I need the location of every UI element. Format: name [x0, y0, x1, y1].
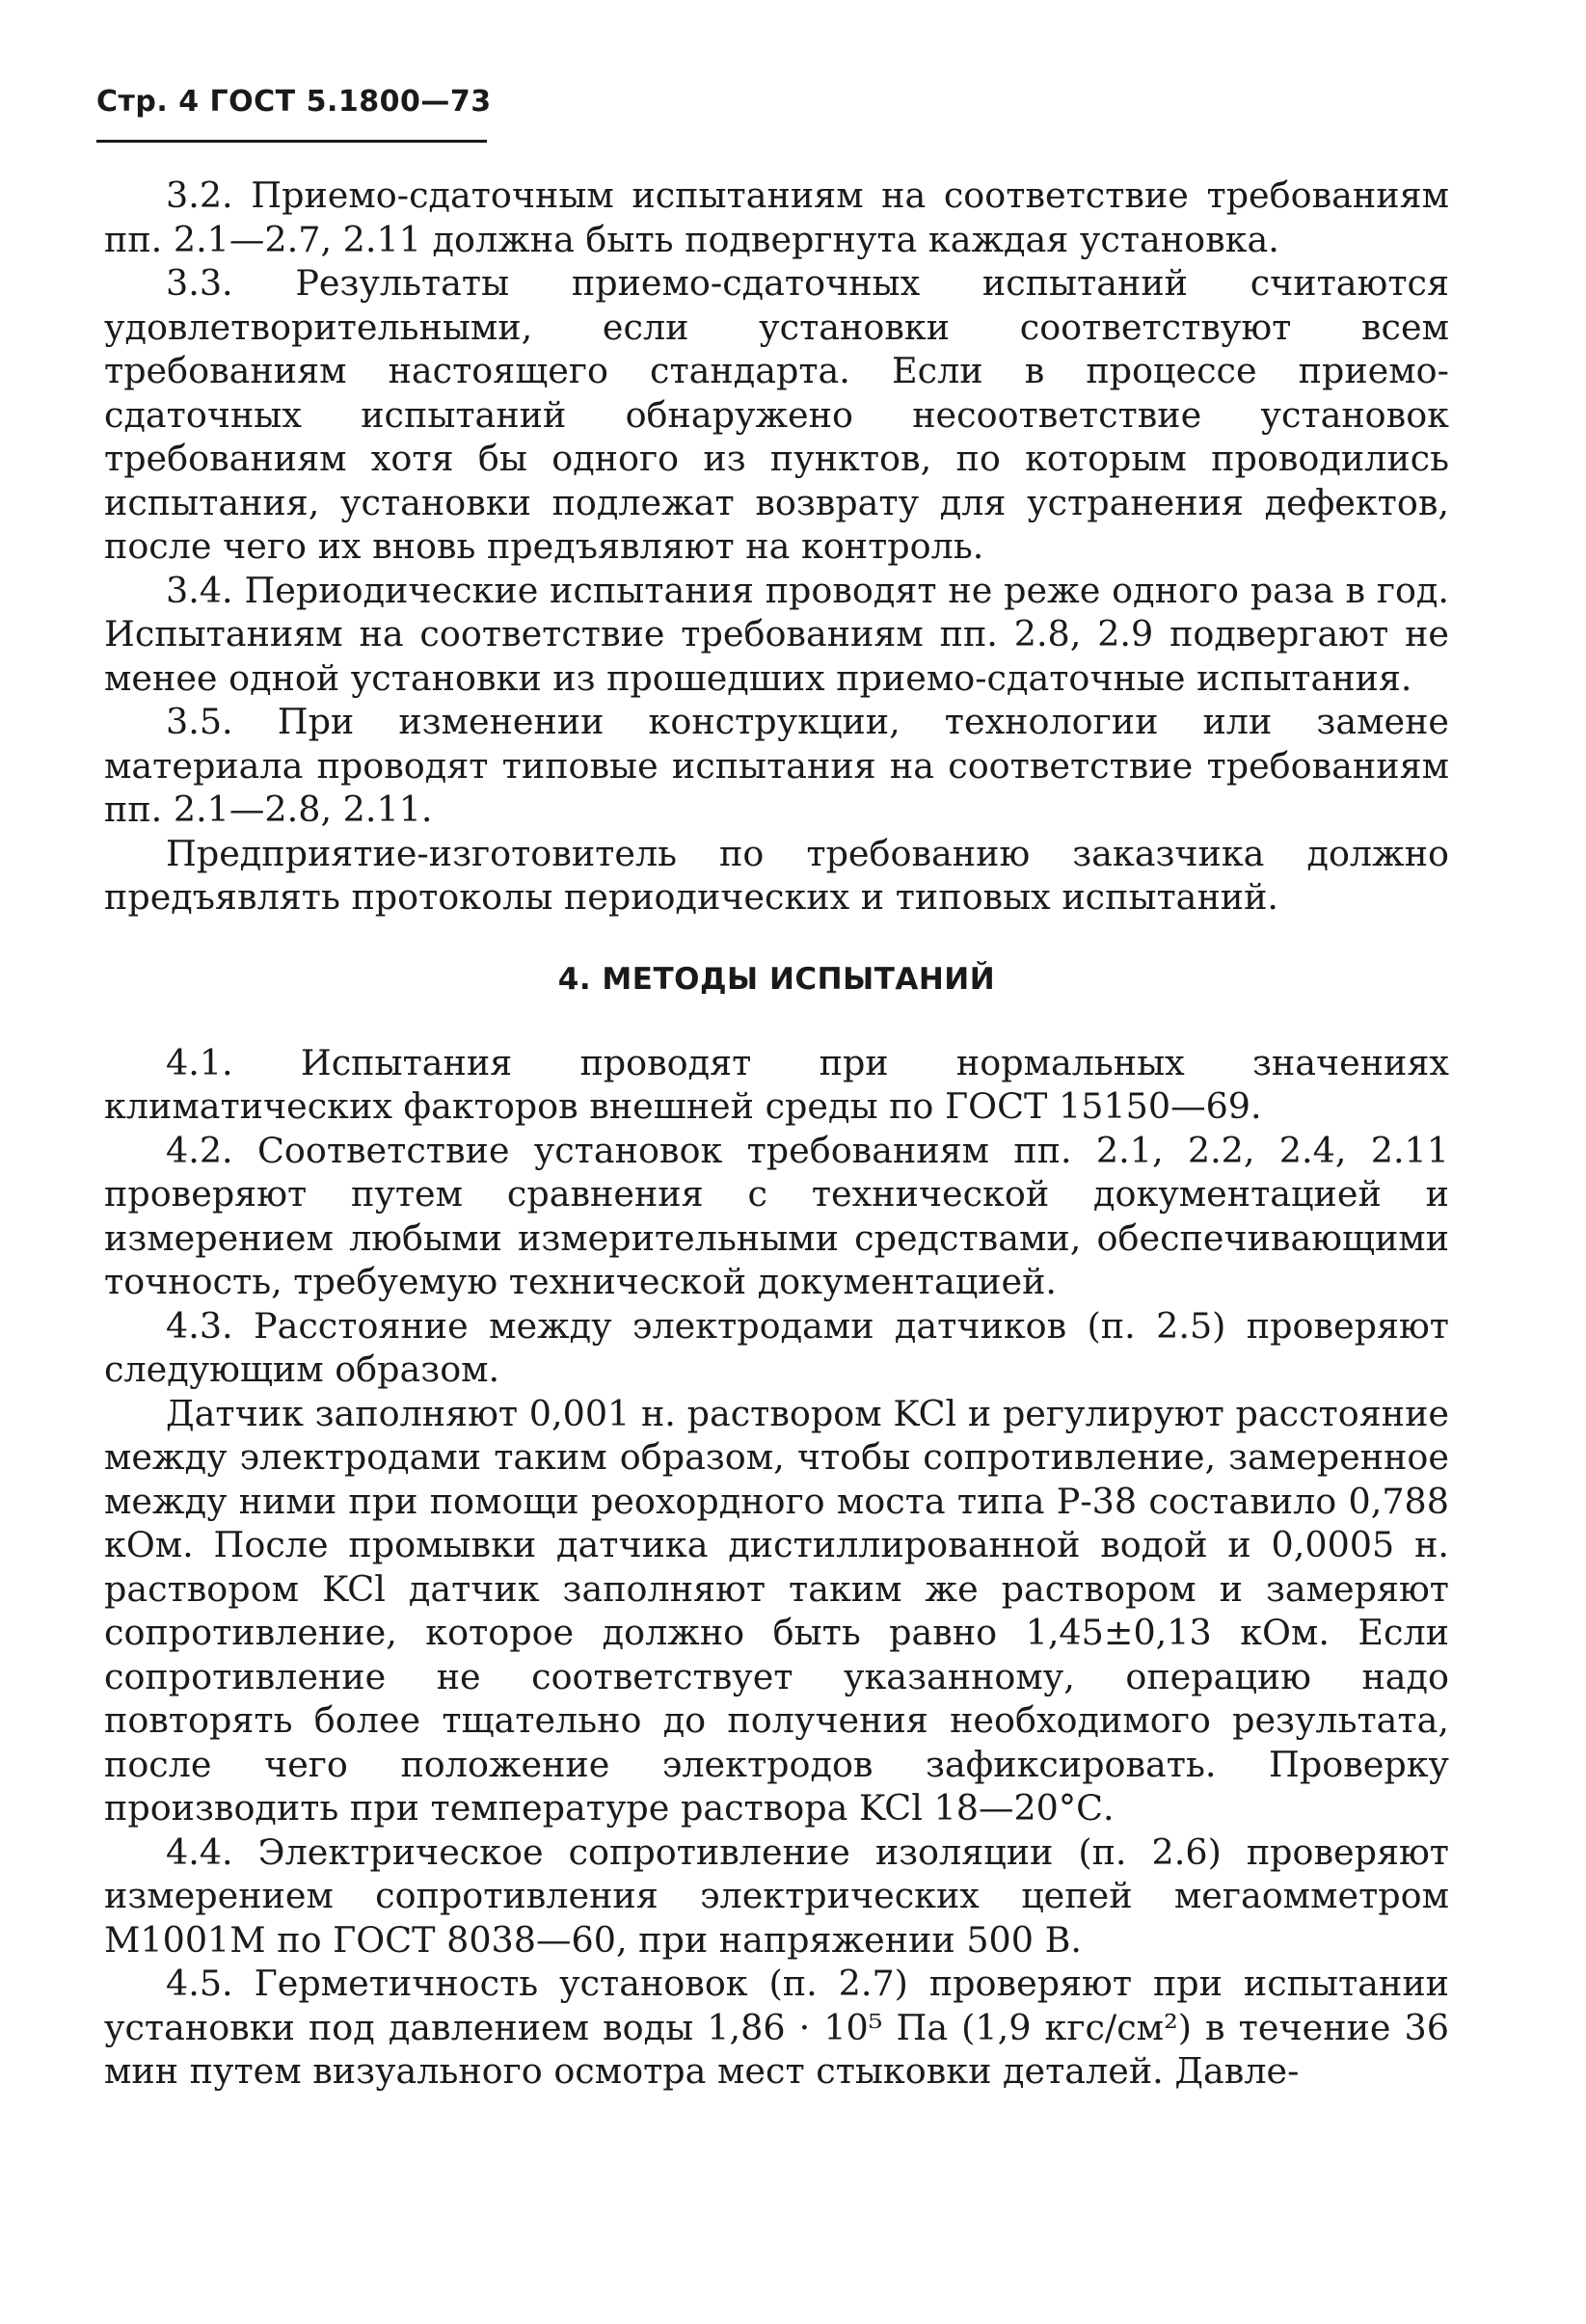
paragraph-4-4: 4.4. Электрическое сопротивление изоляции (п. 2.6) проверяют измерением сопротивления электрических цепей мегаомметром М1001М по ГОСТ 8038—60, при напряжении 500 В.	[104, 1830, 1449, 1961]
page-header: Стр. 4 ГОСТ 5.1800—73	[96, 85, 492, 119]
paragraph-3-2: 3.2. Приемо-сдаточным испытаниям на соответствие требованиям пп. 2.1—2.7, 2.11 должна быть подвергнута каждая установка.	[104, 174, 1449, 260]
paragraph-4-3: 4.3. Расстояние между электродами датчиков (п. 2.5) проверяют следующим образом.	[104, 1304, 1449, 1390]
paragraph-4-5: 4.5. Герметичность установок (п. 2.7) проверяют при испытании установки под давлением воды 1,86 · 10⁵ Па (1,9 кгс/см²) в течение 36 мин путем визуального осмотра мест стыковки деталей. Давле-	[104, 1963, 1449, 2092]
paragraph-4-2: 4.2. Соответствие установок требованиям пп. 2.1, 2.2, 2.4, 2.11 проверяют путем сравнения с технической документацией и измерением любыми измерительными средствами, обеспечивающими точность, требуемую технической документацией.	[104, 1129, 1449, 1302]
document-body	[104, 174, 1449, 2094]
header-rule	[96, 140, 487, 143]
paragraph-sensor: Датчик заполняют 0,001 н. раствором KCl и регулируют расстояние между электродами таким образом, чтобы сопротивление, замеренное между ними при помощи реохордного моста типа Р-38 составило 0,788 кОм. После промывки датчика дистиллированной водой и 0,0005 н. раствором KCl датчик заполняют таким же раствором и замеряют сопротивление, которое должно быть равно 1,45±0,13 кОм. Если сопротивление не соответствует указанному, операцию надо повторять более тщательно до получения необходимого результата, после чего положение электродов зафиксировать. Проверку производить при температуре раствора KCl 18—20°С.	[104, 1392, 1449, 1829]
paragraph-3-4: 3.4. Периодические испытания проводят не реже одного раза в год. Испытаниям на соответствие требованиям пп. 2.8, 2.9 подвергают не менее одной установки из прошедших приемо-сдаточные испытания.	[104, 569, 1449, 699]
section-heading: 4. МЕТОДЫ ИСПЫТАНИЙ	[557, 961, 996, 997]
paragraph-3-5: 3.5. При изменении конструкции, технологии или замене материала проводят типовые испытания на соответствие требованиям пп. 2.1—2.8, 2.11.	[104, 701, 1449, 830]
paragraph-manufacturer: Предприятие-изготовитель по требованию заказчика должно предъявлять протоколы периодических и типовых испытаний.	[104, 832, 1449, 918]
paragraph-4-1: 4.1. Испытания проводят при нормальных значениях климатических факторов внешней среды по ГОСТ 15150—69.	[104, 1041, 1449, 1127]
paragraph-3-3: 3.3. Результаты приемо-сдаточных испытаний считаются удовлетворительными, если установки соответствуют всем требованиям настоящего стандарта. Если в процессе приемо-сдаточных испытаний обнаружено несоответствие установок требованиям хотя бы одного из пунктов, по которым проводились испытания, установки подлежат возврату для устранения дефектов, после чего их вновь предъявляют на контроль.	[104, 262, 1449, 567]
